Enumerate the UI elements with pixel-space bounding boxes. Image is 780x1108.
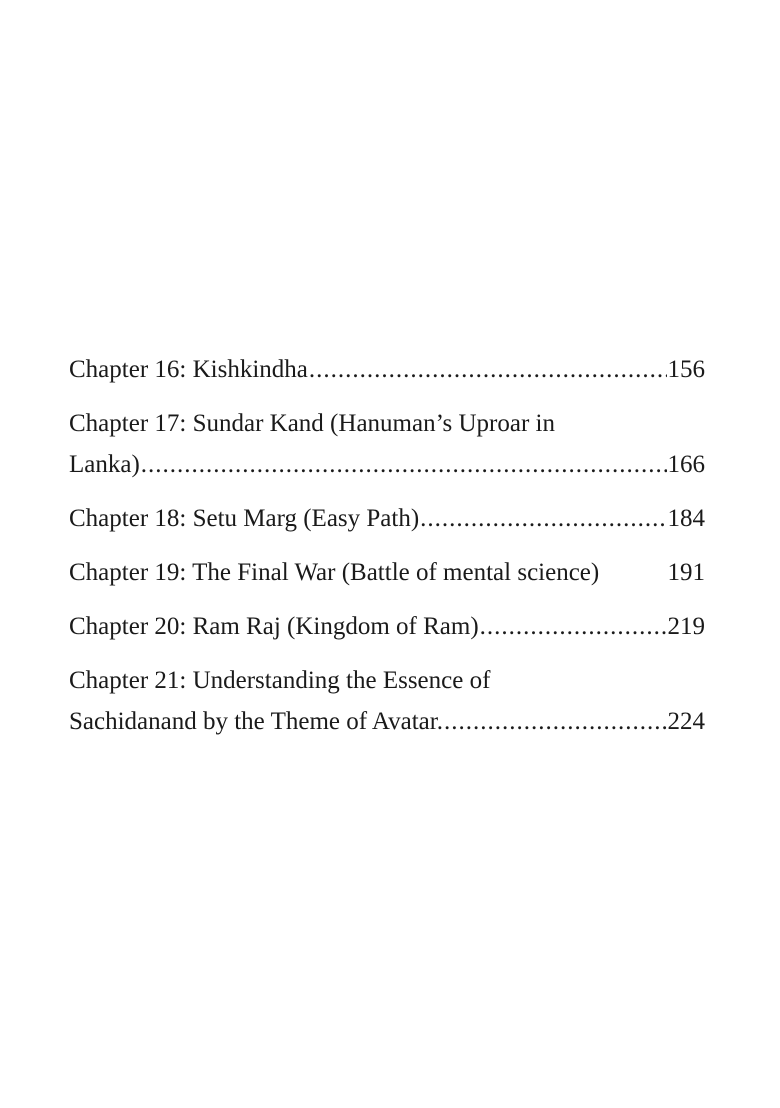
toc-page-number: 184 bbox=[667, 505, 705, 532]
toc-page-number: 219 bbox=[667, 613, 705, 640]
dot-leader bbox=[444, 701, 667, 742]
dot-leader bbox=[141, 444, 667, 485]
toc-entry-title-line1: Chapter 17: Sundar Kand (Hanuman’s Uproar in bbox=[69, 410, 555, 437]
toc-line bbox=[69, 498, 705, 539]
toc-entry-chapter-16[interactable] bbox=[69, 349, 705, 390]
toc-line bbox=[69, 444, 705, 485]
toc-line bbox=[69, 606, 705, 647]
dot-leader bbox=[309, 349, 667, 390]
toc-page-number: 191 bbox=[667, 559, 705, 586]
toc-entry-title-line1: Chapter 21: Understanding the Essence of bbox=[69, 667, 491, 694]
toc-entry-title-line2: Lanka) bbox=[69, 451, 140, 478]
dot-leader bbox=[420, 498, 666, 539]
toc-line bbox=[69, 349, 705, 390]
dot-leader bbox=[480, 606, 667, 647]
toc-entry-chapter-21[interactable] bbox=[69, 660, 705, 742]
toc-line bbox=[69, 701, 705, 742]
toc-entry-title-line2: Sachidanand by the Theme of Avatar. bbox=[69, 708, 443, 735]
toc-entry-title: Chapter 19: The Final War (Battle of mental science) bbox=[69, 559, 600, 586]
toc-line bbox=[69, 552, 705, 593]
toc-entry-chapter-18[interactable] bbox=[69, 498, 705, 539]
toc-entry-title: Chapter 20: Ram Raj (Kingdom of Ram) bbox=[69, 613, 479, 640]
table-of-contents bbox=[69, 349, 705, 755]
toc-page-number: 156 bbox=[667, 356, 705, 383]
toc-entry-chapter-19[interactable] bbox=[69, 552, 705, 593]
toc-entry-title: Chapter 18: Setu Marg (Easy Path) bbox=[69, 505, 420, 532]
toc-page-number: 224 bbox=[667, 708, 705, 735]
toc-entry-chapter-20[interactable] bbox=[69, 606, 705, 647]
toc-page-number: 166 bbox=[667, 451, 705, 478]
toc-entry-chapter-17[interactable] bbox=[69, 403, 705, 485]
toc-entry-title: Chapter 16: Kishkindha bbox=[69, 356, 308, 383]
